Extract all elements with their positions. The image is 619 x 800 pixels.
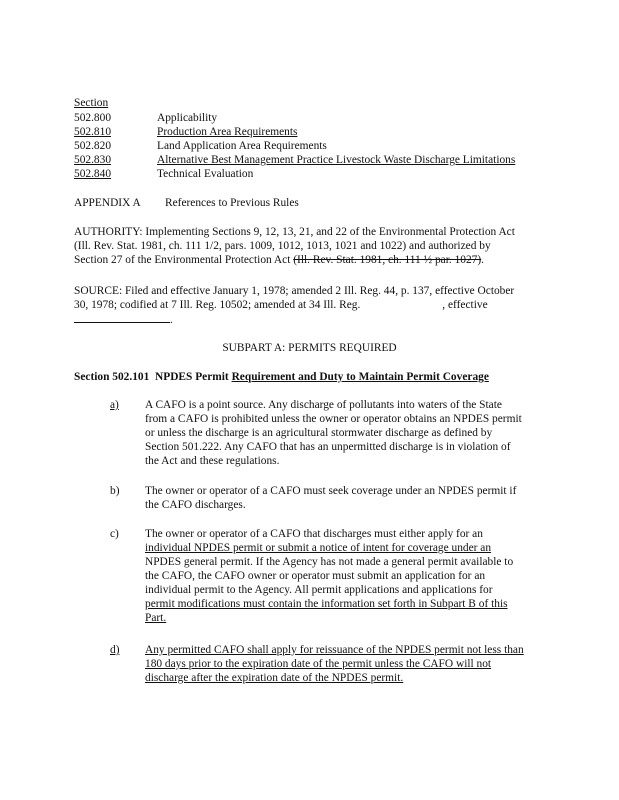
toc-section-title: Technical Evaluation [157,168,254,180]
item-line: The owner or operator of a CAFO that discharges must either apply for an [145,528,483,540]
item-line: Section 501.222. Any CAFO that has an unpermitted discharge is in violation of [145,441,511,453]
toc-section-number: 502.830 [74,154,112,166]
subpart-heading: SUBPART A: PERMITS REQUIRED [222,342,397,354]
appendix-title: References to Previous Rules [165,197,299,209]
item-text [145,643,545,685]
source-period: . [170,314,173,326]
section-heading [74,370,489,384]
section-number: Section 502.101 [74,371,150,383]
authority-period: . [481,254,485,266]
item-line: from a CAFO is prohibited unless the owner or operator obtains an NPDES permit [145,413,522,425]
item-marker: c) [110,528,119,540]
authority-line: (Ill. Rev. Stat. 1981, ch. 111 1/2, pars. 1009, 1012, 1013, 1021 and 1022) and authorized by [74,240,491,252]
item-line: A CAFO is a point source. Any discharge of pollutants into waters of the State [145,399,502,411]
toc-section-number: 502.820 [74,140,112,152]
authority-line: AUTHORITY: Implementing Sections 9, 12, 13, 21, and 22 of the Environmental Protection Act [74,226,515,238]
toc-section-title: Production Area Requirements [157,126,298,138]
item-line: NPDES general permit. If the Agency has not made a general permit available to [145,556,514,568]
item-text [145,398,545,468]
item-line: individual permit to the Agency. All permit applications and applications for [145,584,493,596]
item-marker: b) [110,485,120,497]
section-title-plain: NPDES Permit [155,371,232,383]
item-line: Any permitted CAFO shall apply for reissuance of the NPDES permit not less than [145,644,524,656]
toc-section-title: Alternative Best Management Practice Livestock Waste Discharge Limitations [157,154,516,166]
item-line: the CAFO, the CAFO owner or operator must submit an application for an [145,570,486,582]
item-line: the CAFO discharges. [145,499,246,511]
item-marker: d) [110,644,120,656]
item-line: discharge after the expiration date of the NPDES permit. [145,672,404,684]
toc-section-number: 502.800 [74,112,112,124]
item-line: 180 days prior to the expiration date of the permit unless the CAFO will not [145,658,492,670]
toc-section-title: Land Application Area Requirements [157,140,327,152]
toc-header: Section [74,97,109,109]
item-line: individual NPDES permit or submit a notice of intent for coverage under an [145,542,492,554]
item-line: or unless the discharge is an agricultural stormwater discharge as defined by [145,427,493,439]
item-text [145,527,545,625]
source-line [74,298,544,312]
toc-section-title: Applicability [157,112,218,124]
source-paragraph [74,284,544,327]
item-marker: a) [110,399,119,411]
authority-line [74,253,544,267]
authority-paragraph [74,225,544,267]
toc-section-number: 502.810 [74,126,112,138]
authority-text: Section 27 of the Environmental Protection Act [74,254,294,266]
source-text: 30, 1978; codified at 7 Ill. Reg. 10502; amended at 34 Ill. Reg. [74,299,361,311]
item-line: The owner or operator of a CAFO must seek coverage under an NPDES permit if [145,485,517,497]
item-line: the Act and these regulations. [145,455,280,467]
item-text [145,484,545,512]
authority-deleted-text: (Ill. Rev. Stat. 1981, ch. 111 ½ par. 1027) [293,254,482,266]
source-line: SOURCE: Filed and effective January 1, 1978; amended 2 Ill. Reg. 44, p. 137, effective October [74,285,515,297]
blank-date-line [74,312,170,323]
section-title-underlined: Requirement and Duty to Maintain Permit Coverage [231,371,489,383]
item-line: permit modifications must contain the information set forth in Subpart B of this [145,598,508,610]
source-line [74,312,544,327]
appendix-label: APPENDIX A [74,197,141,209]
item-line: Part. [145,612,167,624]
toc-section-number: 502.840 [74,168,112,180]
source-effective: , effective [442,299,488,311]
